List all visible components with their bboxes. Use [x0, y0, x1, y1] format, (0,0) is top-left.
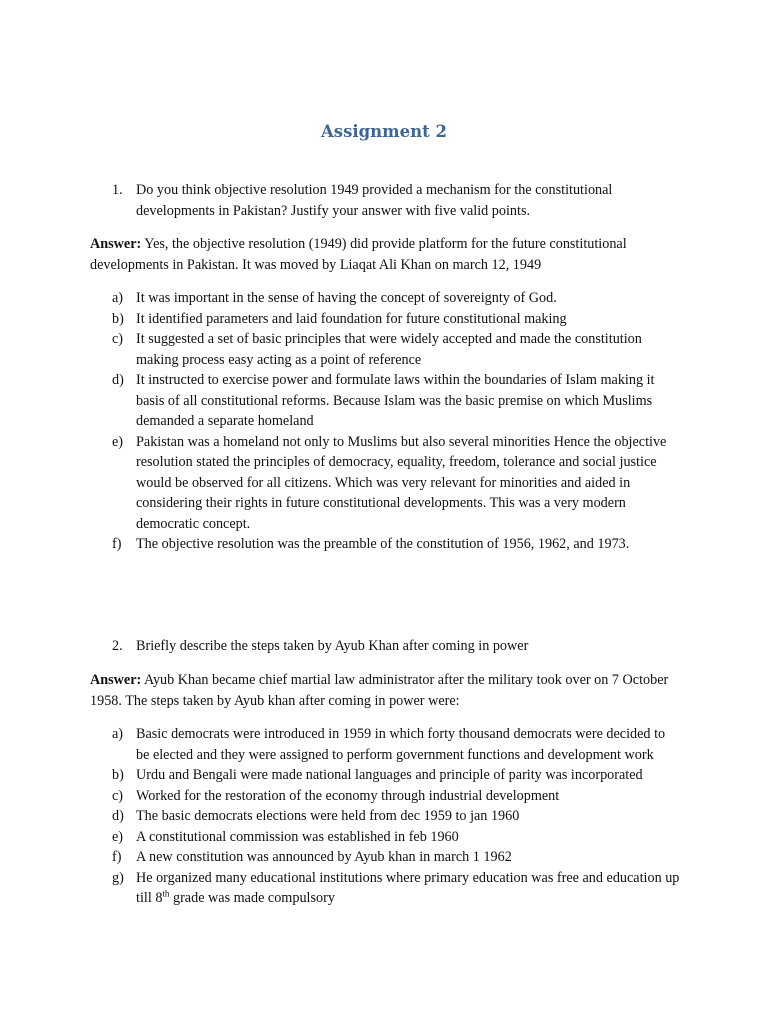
list-item	[112, 827, 682, 848]
list-item	[112, 868, 682, 909]
answer-1-points	[112, 288, 682, 555]
question-1	[112, 180, 672, 221]
list-item-text: It was important in the sense of having the concept of sovereignty of God.	[136, 290, 557, 306]
list-item-text: Pakistan was a homeland not only to Muslims but also several minorities Hence the objective resolution stated the principles of democracy, equality, freedom, tolerance and social justice would be observed for all citizens. Which was very relevant for minorities and aided in considering their rights in future constitutional developments. This was a very modern democratic concept.	[136, 433, 667, 532]
list-item-text: A new constitution was announced by Ayub khan in march 1 1962	[136, 849, 512, 865]
list-item-text: A constitutional commission was established in feb 1960	[136, 828, 459, 845]
list-item-text: It instructed to exercise power and formulate laws within the boundaries of Islam making it basis of all constitutional reforms. Because Islam was the basic premise on which Muslims demanded a separate homeland	[136, 372, 655, 429]
list-item-text-part: He organized many educational institutions where primary education was free and education up till 8	[136, 869, 680, 906]
question-number: 2.	[112, 638, 123, 654]
list-marker: b)	[112, 310, 124, 327]
list-item-text-part: grade was made compulsory	[169, 890, 335, 906]
page-title: Assignment 2	[321, 122, 447, 141]
list-marker: a)	[112, 726, 124, 742]
answer-2-points	[112, 724, 682, 909]
superscript: th	[162, 888, 170, 899]
list-item-text: Basic democrats were introduced in 1959 in which forty thousand democrats were decided to be elected and they were assigned to perform government functions and development work	[136, 726, 666, 763]
list-marker: f)	[112, 536, 122, 552]
question-text: Briefly describe the steps taken by Ayub Khan after coming in power	[136, 638, 529, 654]
list-marker: d)	[112, 808, 124, 824]
list-item-text	[136, 870, 679, 907]
list-marker: g)	[112, 869, 124, 886]
list-marker: a)	[112, 290, 124, 306]
question-2	[112, 636, 672, 657]
answer-label: Answer:	[90, 236, 142, 252]
list-item	[112, 806, 682, 827]
answer-1	[90, 234, 680, 275]
list-item	[112, 288, 682, 309]
list-marker: e)	[112, 433, 124, 450]
list-item	[112, 432, 682, 535]
answer-label: Answer:	[90, 672, 142, 688]
list-item-text: Worked for the restoration of the economy through industrial development	[136, 787, 560, 804]
list-marker: c)	[112, 787, 124, 804]
question-text: Do you think objective resolution 1949 provided a mechanism for the constitutional developments in Pakistan? Justify your answer with five valid points.	[136, 182, 613, 219]
list-marker: e)	[112, 828, 124, 845]
list-item-text: Urdu and Bengali were made national languages and principle of parity was incorporated	[136, 767, 643, 783]
question-number: 1.	[112, 182, 123, 198]
answer-2	[90, 670, 680, 711]
list-marker: f)	[112, 849, 122, 865]
list-item	[112, 786, 682, 807]
list-item	[112, 309, 682, 330]
list-marker: b)	[112, 767, 124, 783]
list-item-text: The objective resolution was the preamble of the constitution of 1956, 1962, and 1973.	[136, 536, 630, 552]
list-item	[112, 765, 682, 786]
list-item-text: It identified parameters and laid foundation for future constitutional making	[136, 310, 567, 327]
list-item	[112, 847, 682, 868]
list-marker: c)	[112, 331, 124, 347]
list-item-text: It suggested a set of basic principles that were widely accepted and made the constitution making process easy acting as a point of reference	[136, 331, 642, 368]
list-item	[112, 329, 682, 370]
answer-text: Ayub Khan became chief martial law administrator after the military took over on 7 October 1958. The steps taken by Ayub khan after coming in power were:	[90, 672, 669, 709]
answer-text: Yes, the objective resolution (1949) did provide platform for the future constitutional developments in Pakistan. It was moved by Liaqat Ali Khan on march 12, 1949	[90, 236, 627, 273]
list-item	[112, 370, 682, 432]
list-item-text: The basic democrats elections were held from dec 1959 to jan 1960	[136, 808, 520, 824]
list-item	[112, 534, 682, 555]
list-marker: d)	[112, 372, 124, 388]
list-item	[112, 724, 682, 765]
